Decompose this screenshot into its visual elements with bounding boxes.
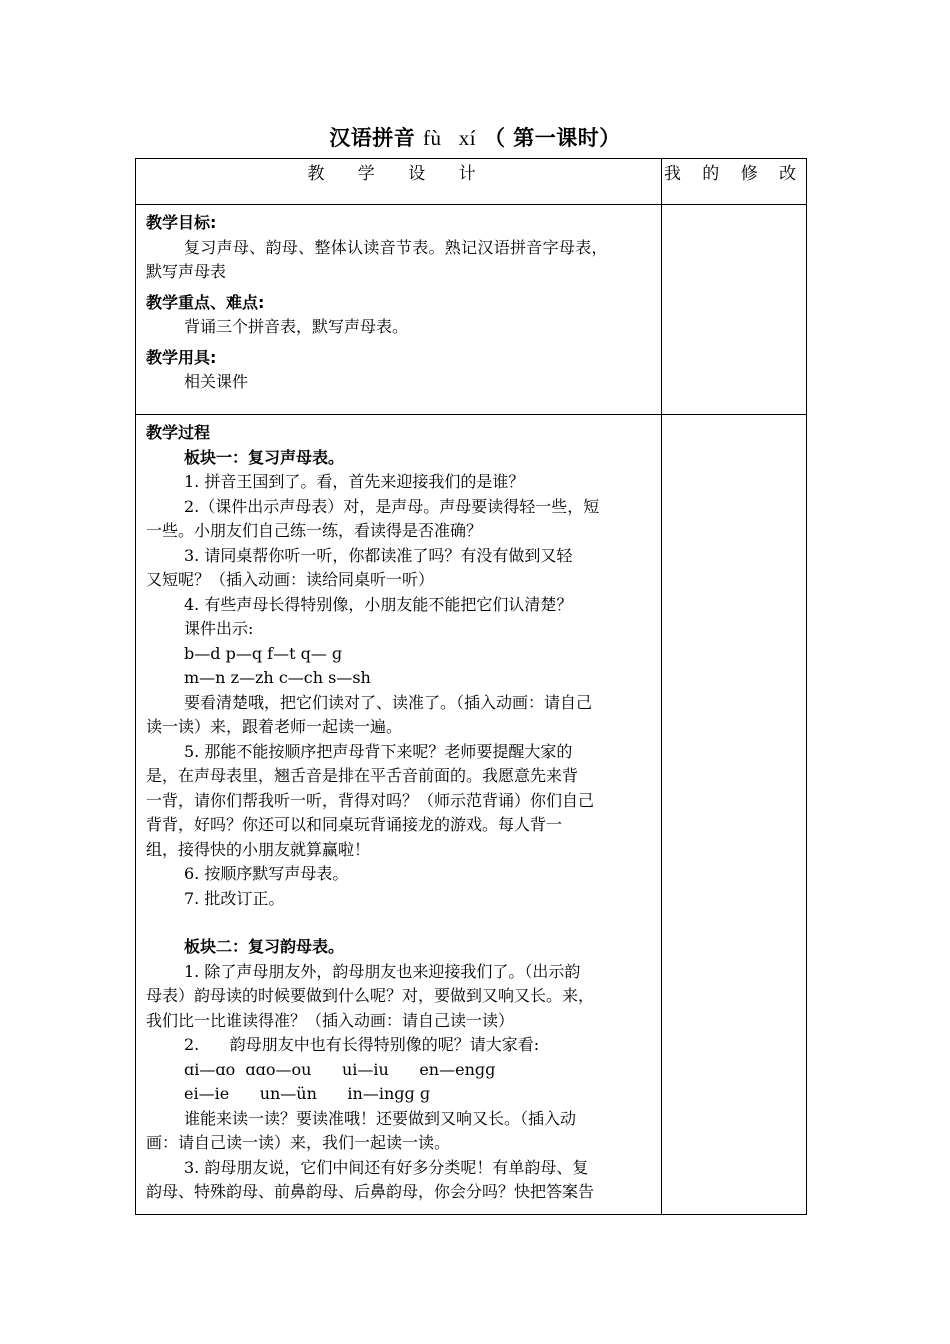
paragraph-line: 是，在声母表里，翘舌音是排在平舌音前面的。我愿意先来背	[146, 766, 579, 785]
key-text: 背诵三个拼音表，默写声母表。	[184, 317, 409, 336]
lesson-table	[135, 158, 807, 1215]
paragraph-line: 一背，请你们帮我听一听，背得对吗？（师示范背诵）你们自己	[146, 790, 595, 810]
paragraph-line: 6. 按顺序默写声母表。	[184, 864, 349, 883]
paragraph-line: 谁能来读一读？要读准哦！还要做到又响又长。（插入动	[184, 1108, 577, 1128]
key-heading: 教学重点、难点:	[146, 292, 265, 312]
goal-text-2: 默写声母表	[146, 262, 227, 281]
block2-heading: 板块二：复习韵母表。	[184, 937, 345, 956]
goal-text-1: 复习声母、韵母、整体认读音节表。熟记汉语拼音字母表，	[184, 237, 608, 257]
block1-heading: 板块一：复习声母表。	[184, 447, 345, 467]
table-row	[136, 415, 807, 1215]
paragraph-line: 画：请自己读一读）来，我们一起读一读。	[146, 1133, 451, 1152]
page-title	[0, 122, 950, 152]
tools-heading: 教学用具:	[146, 347, 217, 367]
paragraph-line: 课件出示:	[184, 619, 254, 638]
title-paren: （ 第一课时）	[483, 126, 621, 150]
paragraph-line: 一些。小朋友们自己练一练，看读得是否准确？	[146, 521, 483, 540]
title-main: 汉语拼音	[329, 126, 416, 150]
goal-heading: 教学目标:	[146, 213, 217, 232]
paragraph-line: 7. 批改订正。	[184, 888, 285, 908]
pinyin-line: b—d p—q f—t q— ɡ	[184, 643, 343, 663]
objectives-cell	[136, 205, 662, 415]
paragraph-line: 韵母、特殊韵母、前鼻韵母、后鼻韵母，你会分吗？快把答案告	[146, 1182, 595, 1201]
paragraph-line: 背背，好吗？你还可以和同桌玩背诵接龙的游戏。每人背一	[146, 815, 563, 834]
table-row	[136, 205, 807, 415]
paragraph-line: 要看清楚哦，把它们读对了、读准了。（插入动画：请自己	[184, 692, 593, 712]
paragraph-line: 又短呢？（插入动画：读给同桌听一听）	[146, 570, 435, 589]
process-cell	[136, 415, 662, 1215]
pinyin-line: ei—ie un—ün in—inɡɡ ɡ	[184, 1084, 431, 1103]
paragraph-line: 母表）韵母读的时候要做到什么呢？对，要做到又响又长。来，	[146, 986, 595, 1005]
paragraph-line: 1. 除了声母朋友外，韵母朋友也来迎接我们了。（出示韵	[184, 961, 581, 981]
header-my-revision: 我 的 修 改	[662, 159, 807, 205]
paragraph-line: 2.（课件出示声母表）对，是声母。声母要读得轻一些，短	[184, 496, 600, 516]
paragraph-line: 4. 有些声母长得特别像，小朋友能不能把它们认清楚？	[184, 594, 573, 614]
title-pinyin: fù xí	[423, 126, 477, 150]
table-header-row	[136, 159, 807, 205]
tools-text: 相关课件	[184, 372, 249, 391]
pinyin-line: ɑi—ɑo ɑɑo—ou ui—iu en—enɡɡ	[184, 1059, 496, 1079]
paragraph-line: 2. 韵母朋友中也有长得特别像的呢？请大家看:	[184, 1035, 540, 1054]
paragraph-line: 我们比一比谁读得准？（插入动画：请自己读一读）	[146, 1010, 515, 1030]
paragraph-line: 3. 韵母朋友说，它们中间还有好多分类呢！有单韵母、复	[184, 1157, 589, 1177]
paragraph-line: 读一读）来，跟着老师一起读一遍。	[146, 717, 403, 736]
pinyin-line: m—n z—zh c—ch s—sh	[184, 668, 371, 687]
revision-cell	[662, 205, 807, 415]
paragraph-line: 1. 拼音王国到了。看，首先来迎接我们的是谁？	[184, 472, 525, 491]
header-teaching-design: 教 学 设 计	[136, 159, 662, 205]
paragraph-line: 5. 那能不能按顺序把声母背下来呢？老师要提醒大家的	[184, 741, 573, 761]
revision-cell	[662, 415, 807, 1215]
paragraph-line: 组，接得快的小朋友就算赢啦！	[146, 839, 371, 859]
paragraph-line: 3. 请同桌帮你听一听，你都读准了吗？有没有做到又轻	[184, 545, 573, 565]
process-heading: 教学过程	[146, 423, 211, 442]
